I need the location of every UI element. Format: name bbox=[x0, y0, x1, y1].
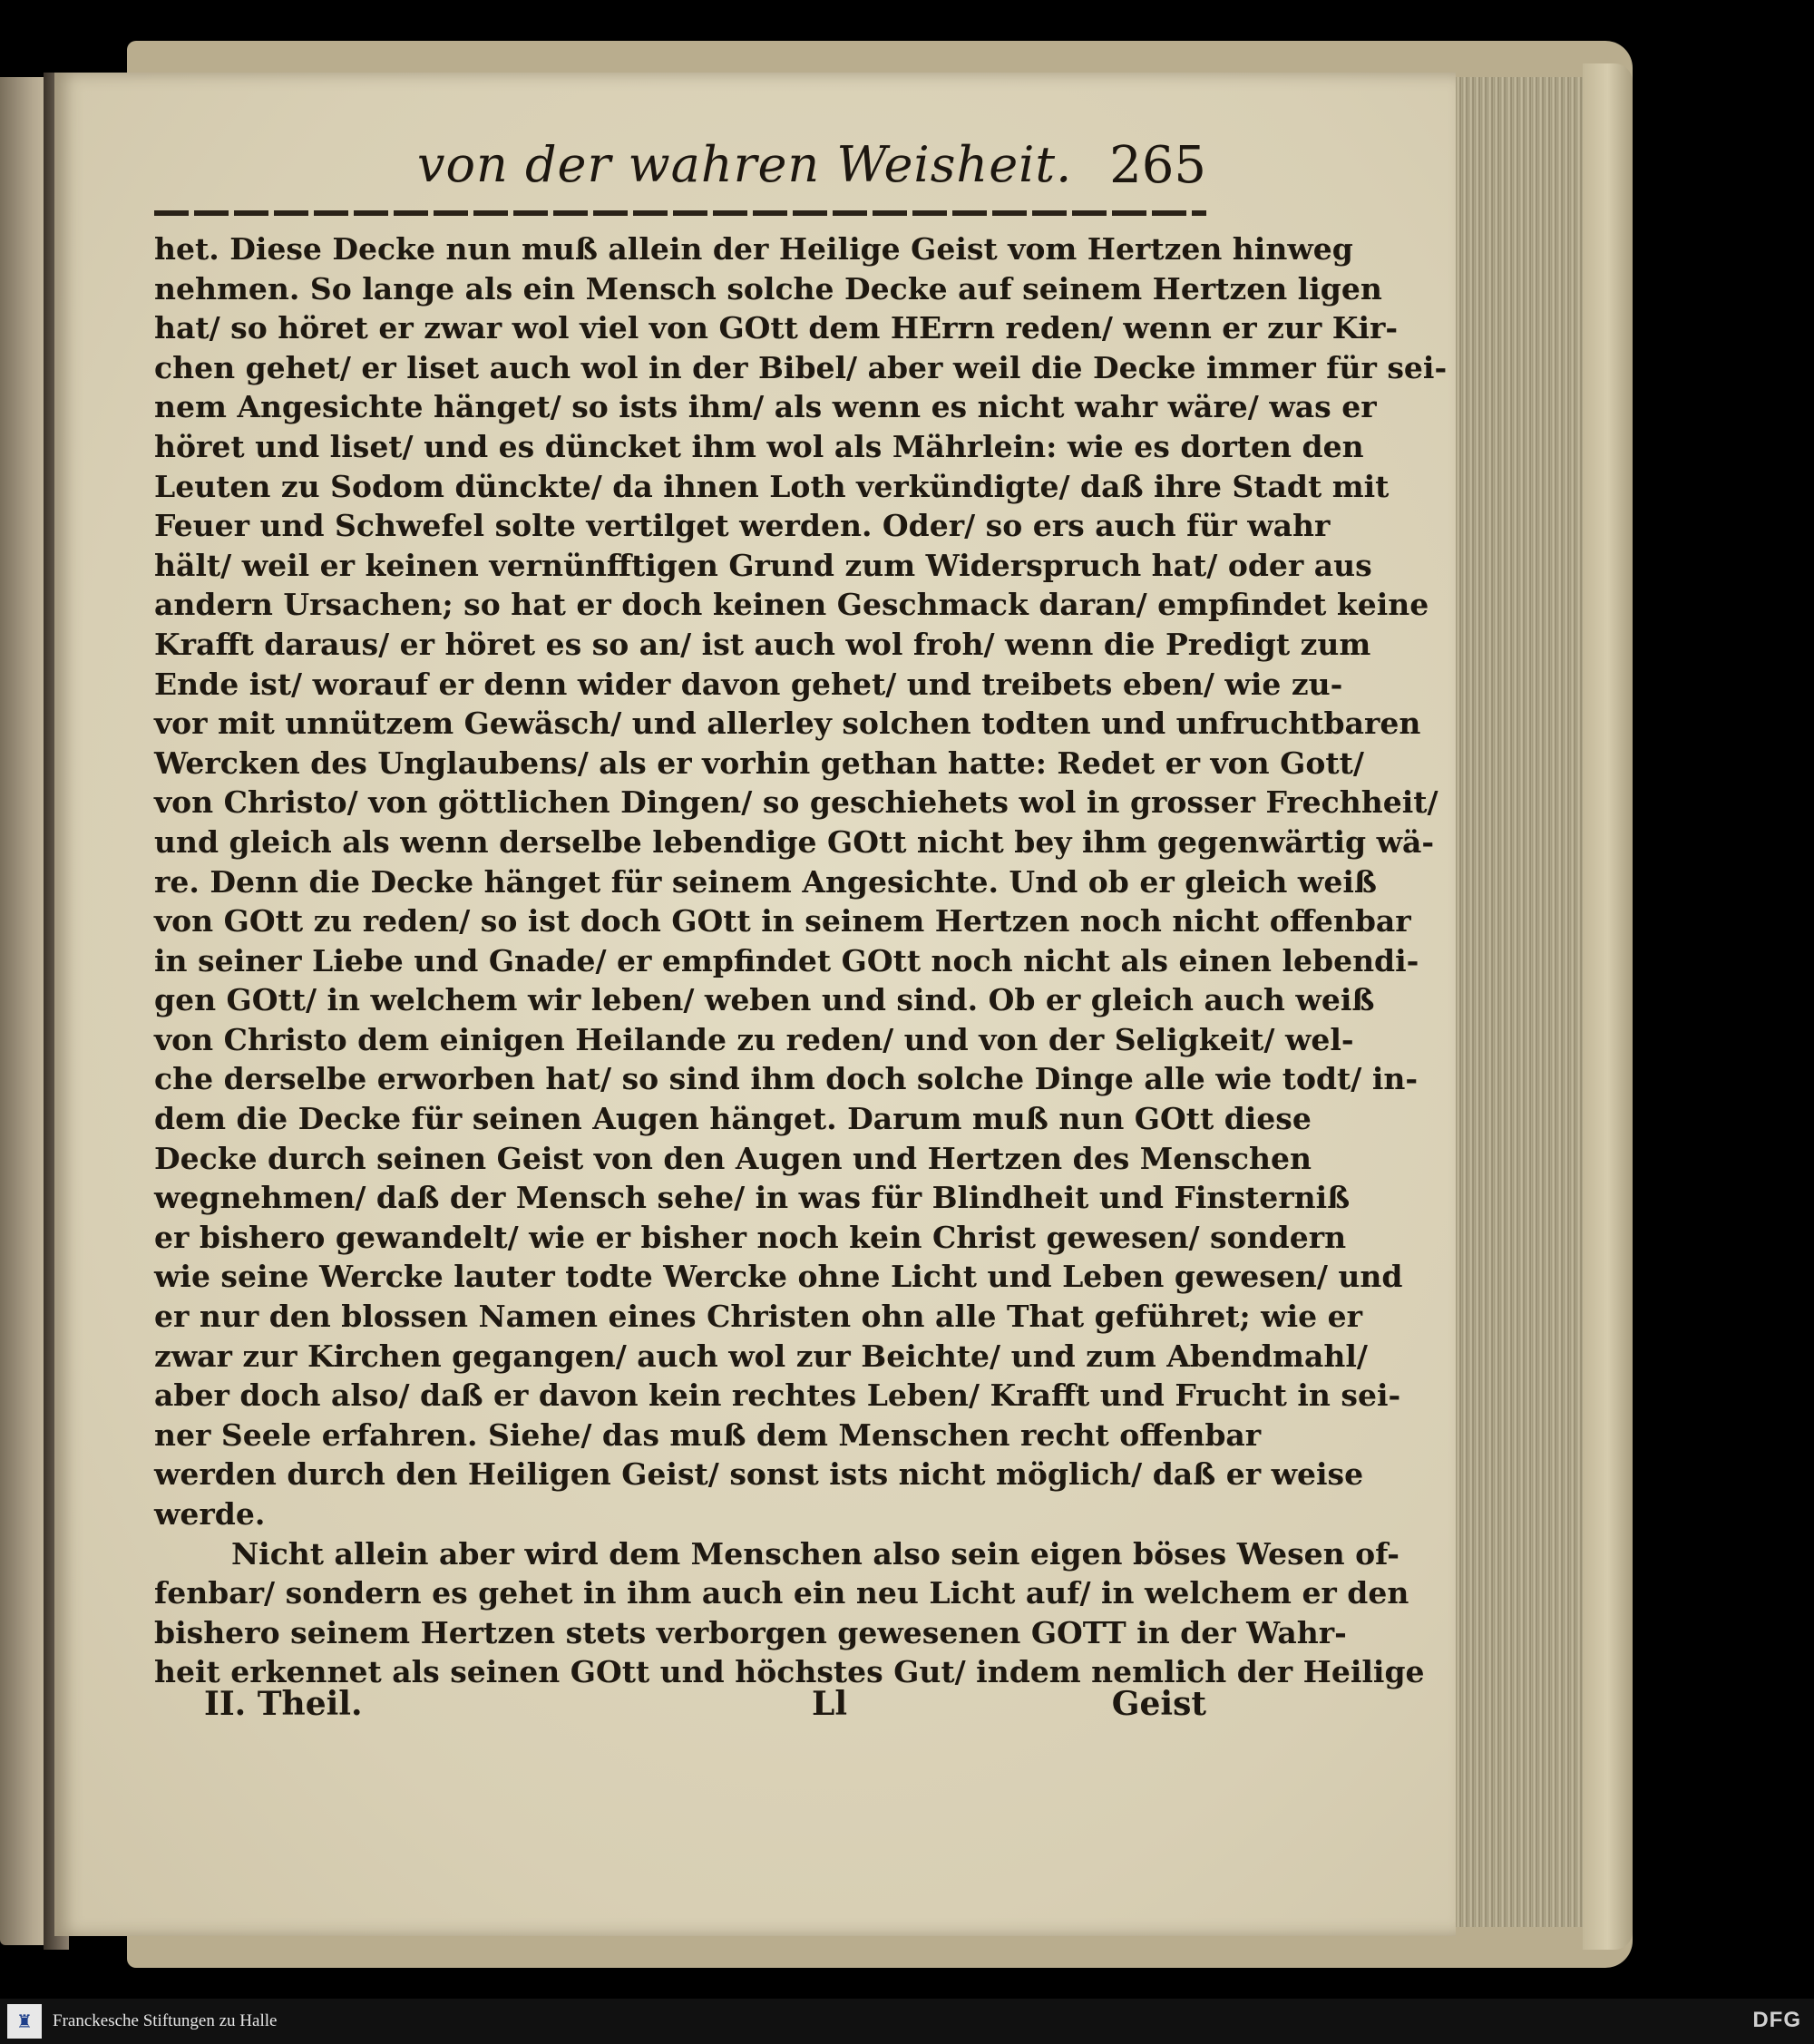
text-line: von Christo/ von göttlichen Dingen/ so geschiehets wol in grosser Frechheit/ bbox=[154, 784, 1439, 821]
text-line: zwar zur Kirchen gegangen/ auch wol zur Beichte/ und zum Abendmahl/ bbox=[154, 1338, 1368, 1374]
text-line: ner Seele erfahren. Siehe/ das muß dem Menschen recht offenbar bbox=[154, 1416, 1262, 1453]
text-line: re. Denn die Decke hänget für seinem Angesichte. Und ob er gleich weiß bbox=[154, 863, 1377, 900]
text-line: er nur den blossen Namen eines Christen ohn alle That geführet; wie er bbox=[154, 1299, 1362, 1335]
text-line: Wercken des Unglaubens/ als er vorhin gethan hatte: Redet er von Gott/ bbox=[154, 745, 1364, 781]
running-head: von der wahren Weisheit. bbox=[417, 136, 1073, 193]
text-line: vor mit unnützem Gewäsch/ und allerley solchen todten und unfruchtbaren bbox=[154, 706, 1421, 742]
text-line: Decke durch seinen Geist von den Augen und Hertzen des Menschen bbox=[154, 1140, 1312, 1176]
text-line: Nicht allein aber wird dem Menschen also sein eigen böses Wesen of- bbox=[231, 1535, 1400, 1572]
text-line: werde. bbox=[154, 1496, 266, 1532]
text-line: Ende ist/ worauf er denn wider davon gehet/ und treibets eben/ wie zu- bbox=[154, 666, 1343, 702]
text-line: Krafft daraus/ er höret es so an/ ist auch wol froh/ wenn die Predigt zum bbox=[154, 626, 1371, 662]
text-line: hält/ weil er keinen vernünfftigen Grund zum Widerspruch hat/ oder aus bbox=[154, 547, 1372, 583]
viewer-footer bbox=[0, 1999, 1814, 2044]
text-line: hat/ so höret er zwar wol viel von GOtt dem HErrn reden/ wenn er zur Kir- bbox=[154, 310, 1399, 346]
text-line: von GOtt zu reden/ so ist doch GOtt in seinem Hertzen noch nicht offenbar bbox=[154, 903, 1411, 939]
text-line: het. Diese Decke nun muß allein der Heilige Geist vom Hertzen hinweg bbox=[154, 231, 1353, 267]
text-line: bishero seinem Hertzen stets verborgen gewesenen GOTT in der Wahr- bbox=[154, 1614, 1347, 1650]
text-line: Leuten zu Sodom dünckte/ da ihnen Loth verkündigte/ daß ihre Stadt mit bbox=[154, 468, 1390, 504]
text-line: Feuer und Schwefel solte vertilget werden. Oder/ so ers auch für wahr bbox=[154, 508, 1331, 544]
institution-name[interactable]: Franckesche Stiftungen zu Halle bbox=[53, 2011, 278, 2030]
quire-mark: Ll bbox=[812, 1685, 847, 1723]
dfg-logo[interactable]: DFG bbox=[1752, 2008, 1801, 2032]
text-line: wie seine Wercke lauter todte Wercke ohne Licht und Leben gewesen/ und bbox=[154, 1259, 1403, 1295]
catchword: Geist bbox=[1111, 1685, 1206, 1723]
text-line: er bishero gewandelt/ wie er bisher noch kein Christ gewesen/ sondern bbox=[154, 1219, 1347, 1255]
signature-mark: II. Theil. bbox=[204, 1685, 363, 1723]
text-line: in seiner Liebe und Gnade/ er empfindet GOtt noch nicht als einen lebendi- bbox=[154, 942, 1419, 978]
institution-logo-icon[interactable] bbox=[7, 2004, 42, 2039]
text-line: dem die Decke für seinen Augen hänget. Darum muß nun GOtt diese bbox=[154, 1101, 1312, 1137]
text-line: nem Angesichte hänget/ so ists ihm/ als wenn es nicht wahr wäre/ was er bbox=[154, 389, 1377, 425]
text-line: aber doch also/ daß er davon kein rechtes Leben/ Krafft und Frucht in sei- bbox=[154, 1377, 1401, 1414]
header-rule bbox=[154, 210, 1206, 216]
text-line: und gleich als wenn derselbe lebendige GOtt nicht bey ihm gegenwärtig wä- bbox=[154, 823, 1435, 860]
text-line: che derselbe erworben hat/ so sind ihm doch solche Dinge alle wie todt/ in- bbox=[154, 1061, 1419, 1097]
cover-fore-edge bbox=[1583, 63, 1633, 1950]
text-line: höret und liset/ und es düncket ihm wol als Mährlein: wie es dorten den bbox=[154, 428, 1364, 464]
text-line: andern Ursachen; so hat er doch keinen Geschmack daran/ empfindet keine bbox=[154, 587, 1429, 623]
text-line: wegnehmen/ daß der Mensch sehe/ in was für Blindheit und Finsterniß bbox=[154, 1180, 1351, 1216]
page-fore-edge bbox=[1456, 77, 1583, 1927]
page-foot bbox=[154, 1685, 1206, 1730]
text-line: heit erkennet als seinen GOtt und höchstes Gut/ indem nemlich der Heilige bbox=[154, 1654, 1425, 1690]
logo-glyph: ♜ bbox=[16, 2010, 33, 2032]
text-line: von Christo dem einigen Heilande zu reden/ und von der Seligkeit/ wel- bbox=[154, 1021, 1354, 1057]
page-header bbox=[154, 136, 1206, 200]
text-line: nehmen. So lange als ein Mensch solche Decke auf seinem Hertzen ligen bbox=[154, 270, 1382, 307]
page-number: 265 bbox=[1109, 136, 1206, 195]
text-line: gen GOtt/ in welchem wir leben/ weben und sind. Ob er gleich auch weiß bbox=[154, 982, 1375, 1018]
text-line: werden durch den Heiligen Geist/ sonst ists nicht möglich/ daß er weise bbox=[154, 1456, 1364, 1493]
body-text bbox=[154, 229, 1448, 1692]
text-line: chen gehet/ er liset auch wol in der Bibel/ aber weil die Decke immer für sei- bbox=[154, 349, 1448, 385]
text-line: fenbar/ sondern es gehet in ihm auch ein neu Licht auf/ in welchem er den bbox=[154, 1575, 1409, 1611]
